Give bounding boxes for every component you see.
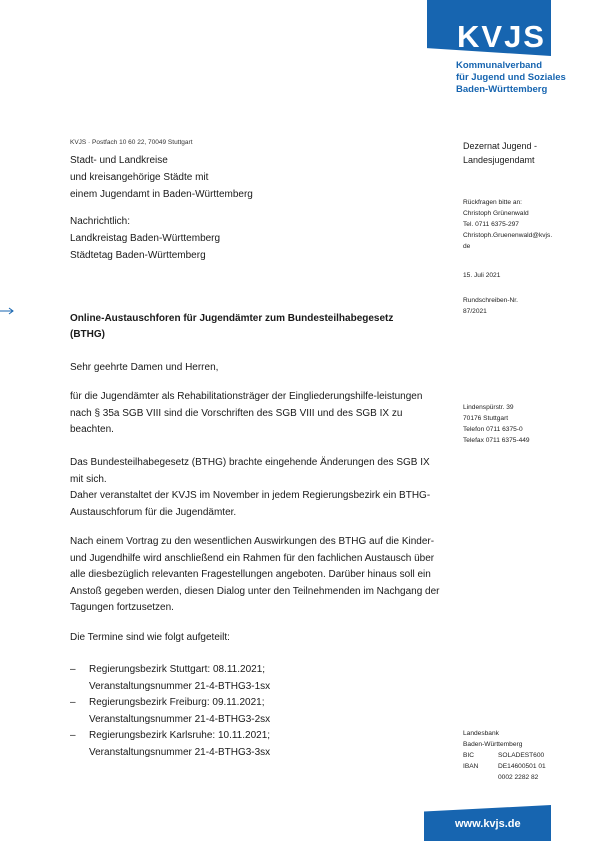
contact-label: Rückfragen bitte an: [463,199,523,206]
contact-email-end[interactable]: de [463,243,471,250]
bank-name: Landesbank [463,730,499,737]
event-list [70,662,430,761]
event-date: Regierungsbezirk Freiburg: 09.11.2021; [89,697,265,708]
organization-name [456,60,566,96]
bank-row [463,761,546,772]
event-date: Regierungsbezirk Stuttgart: 08.11.2021; [89,664,266,675]
arrow-right-icon [0,306,16,316]
city: 70176 Stuttgart [463,415,509,422]
contact-name: Christoph Grünenwald [463,210,529,217]
body-paragraph: für die Jugendämter als Rehabilitationsträger der Eingliederungshilfe-leistungen nach § 35a SGB VIII sind die Vorschriften des SGB VIII und des SGB IX zu beachten. [70,391,423,435]
bullet-dash: – [70,664,76,675]
street: Lindenspürstr. 39 [463,404,514,411]
event-number: Veranstaltungsnummer 21-4-BTHG3-3sx [89,746,271,758]
body-paragraph: Die Termine sind wie folgt aufgeteilt: [70,632,230,643]
letter-date: 15. Juli 2021 [463,272,501,279]
event-number: Veranstaltungsnummer 21-4-BTHG3-2sx [89,713,271,725]
department [463,139,537,167]
list-item [70,695,430,728]
circular-label: Rundschreiben-Nr. [463,297,518,304]
fax: Telefax 0711 6375-449 [463,437,530,444]
circular-number [463,295,518,317]
department-line: Dezernat Jugend - [463,141,538,151]
contact-info [463,197,552,252]
recipient-line: und kreisangehörige Städte mit [70,172,209,183]
kvjs-logo: KVJS [457,19,546,54]
bank-key: IBAN [463,763,479,770]
org-line: Kommunalverband [456,60,543,71]
letter-subject: Online-Austauschforen für Jugendämter zum Bundesteilhabegesetz (BTHG) [70,313,394,340]
list-item [70,728,430,761]
bank-key: BIC [463,752,474,759]
bullet-dash: – [70,730,76,741]
body-paragraph: Das Bundesteilhabegesetz (BTHG) brachte eingehende Änderungen des SGB IX mit sich. [70,457,430,485]
recipient-line: einem Jugendamt in Baden-Württemberg [70,189,253,200]
bank-row [463,750,546,761]
bullet-dash: – [70,697,76,708]
contact-phone: Tel. 0711 6375-297 [463,221,519,228]
bank-name: Baden-Württemberg [463,741,523,748]
recipient-address [70,152,253,203]
event-number: Veranstaltungsnummer 21-4-BTHG3-1sx [89,680,271,692]
contact-email[interactable]: Christoph.Gruenenwald@kvjs. [463,232,553,239]
sender-return-address: KVJS · Postfach 10 60 22, 70049 Stuttgart [70,139,193,146]
recipient-line: Stadt- und Landkreise [70,155,168,166]
bank-value: DE14600501 01 [498,763,546,770]
postal-address [463,402,530,446]
phone: Telefon 0711 6375-0 [463,426,523,433]
bank-row [463,772,546,783]
circular-value: 87/2021 [463,308,487,315]
bank-details [463,728,546,783]
cc-recipients [70,213,220,264]
body-paragraph: Nach einem Vortrag zu den wesentlichen Auswirkungen des BTHG auf die Kinder- und Jugendhilfe wird anschließend ein Rahmen für den fachlichen Austausch über alle diesbezüglich relevanten Fragestellungen angeboten. Darüber hinaus soll ein Anstoß gegeben werden, diesen Dialog unter den Teilnehmenden im Nachgang der Tagungen fortzusetzen. [70,536,440,613]
event-date: Regierungsbezirk Karlsruhe: 10.11.2021; [89,730,271,741]
cc-label: Nachrichtlich: [70,216,131,227]
department-line: Landesjugendamt [463,155,535,165]
list-item [70,662,430,695]
body-paragraph: Daher veranstaltet der KVJS im November in jedem Regierungsbezirk ein BTHG-Austauschforum für die Jugendämter. [70,490,431,518]
salutation: Sehr geehrte Damen und Herren, [70,362,219,373]
website-link[interactable]: www.kvjs.de [455,818,521,830]
bank-value: SOLADEST600 [498,752,545,759]
cc-line: Städtetag Baden-Württemberg [70,250,206,261]
bank-key [463,772,498,783]
cc-line: Landkreistag Baden-Württemberg [70,233,221,244]
bank-value: 0002 2282 82 [498,774,539,781]
org-line: Baden-Württemberg [456,84,548,95]
org-line: für Jugend und Soziales [456,72,566,83]
